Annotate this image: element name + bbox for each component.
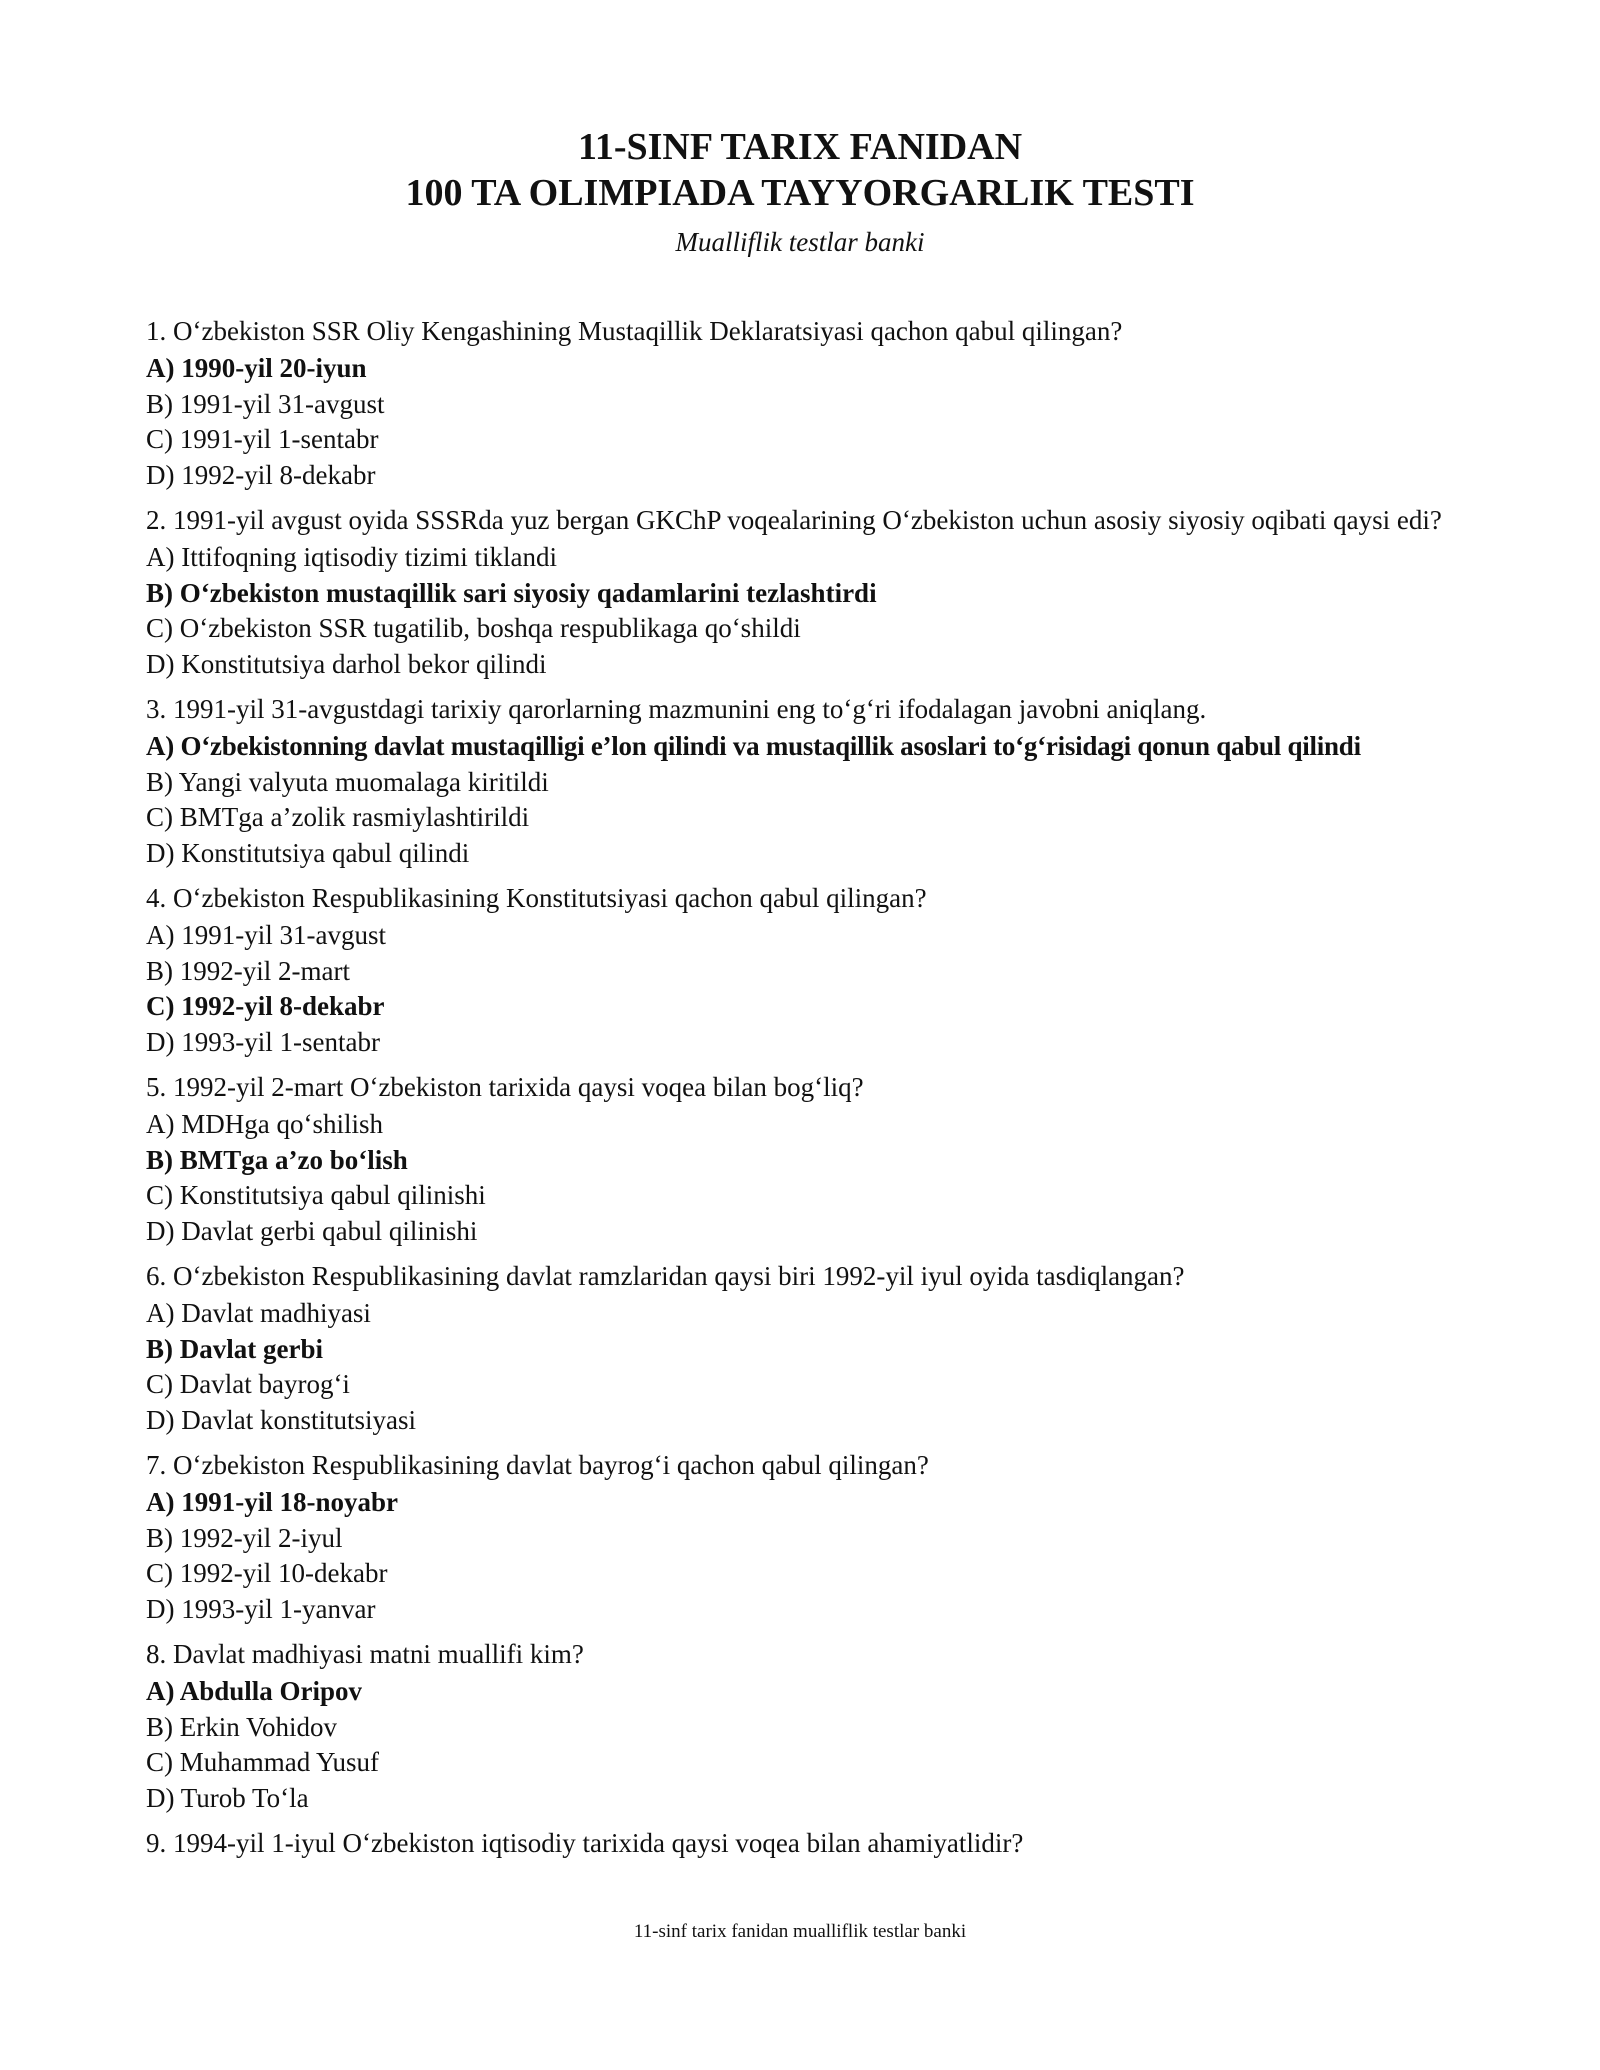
option-a: A) 1991-yil 31-avgust	[146, 920, 386, 950]
question-text: 1. O‘zbekiston SSR Oliy Kengashining Mustaqillik Deklaratsiyasi qachon qabul qilingan?	[146, 316, 1123, 346]
option-b-correct: B) BMTga a’zo bo‘lish	[146, 1144, 408, 1175]
question-9	[146, 1825, 1486, 1861]
option-b: B) Yangi valyuta muomalaga kiritildi	[146, 766, 549, 797]
option-a-correct: A) O‘zbekistonning davlat mustaqilligi e’lon qilindi va mustaqillik asoslari to‘g‘risidagi qonun qabul qilindi	[146, 731, 1361, 761]
option-d: D) Konstitutsiya darhol bekor qilindi	[146, 648, 547, 679]
option-c: C) O‘zbekiston SSR tugatilib, boshqa respublikaga qo‘shildi	[146, 613, 801, 643]
option-a: A) MDHga qo‘shilish	[146, 1109, 383, 1139]
question-text: 5. 1992-yil 2-mart O‘zbekiston tarixida qaysi voqea bilan bog‘liq?	[146, 1072, 864, 1102]
option-a-correct: A) Abdulla Oripov	[146, 1676, 363, 1706]
option-b: B) 1991-yil 31-avgust	[146, 388, 385, 419]
option-b-correct: B) Davlat gerbi	[146, 1333, 323, 1364]
question-5	[146, 1069, 1486, 1249]
option-c: C) 1992-yil 10-dekabr	[146, 1558, 388, 1588]
page-title-line1: 11-SINF TARIX FANIDAN	[577, 126, 1023, 168]
option-b-correct: B) O‘zbekiston mustaqillik sari siyosiy qadamlarini tezlashtirdi	[146, 577, 877, 608]
question-4	[146, 880, 1486, 1060]
option-c: C) Muhammad Yusuf	[146, 1747, 379, 1777]
question-text: 4. O‘zbekiston Respublikasining Konstitutsiyasi qachon qabul qilingan?	[146, 883, 927, 913]
option-d: D) 1992-yil 8-dekabr	[146, 459, 376, 490]
question-text: 3. 1991-yil 31-avgustdagi tarixiy qarorlarning mazmunini eng to‘g‘ri ifodalagan javobni aniqlang.	[146, 694, 1207, 724]
option-a-correct: A) 1990-yil 20-iyun	[146, 353, 367, 383]
question-2	[146, 502, 1486, 682]
question-6	[146, 1258, 1486, 1438]
page-subtitle: Mualliflik testlar banki	[675, 227, 925, 257]
option-c: C) Konstitutsiya qabul qilinishi	[146, 1180, 486, 1210]
option-a: A) Davlat madhiyasi	[146, 1298, 371, 1328]
option-d: D) Davlat konstitutsiyasi	[146, 1404, 416, 1435]
option-d: D) 1993-yil 1-yanvar	[146, 1593, 376, 1624]
question-8	[146, 1636, 1486, 1816]
question-3	[146, 691, 1486, 871]
option-b: B) 1992-yil 2-mart	[146, 955, 350, 986]
page-title-line2: 100 TA OLIMPIADA TAYYORGARLIK TESTI	[405, 172, 1195, 214]
option-a: A) Ittifoqning iqtisodiy tizimi tiklandi	[146, 542, 557, 572]
option-b: B) Erkin Vohidov	[146, 1711, 338, 1742]
option-d: D) Konstitutsiya qabul qilindi	[146, 837, 470, 868]
option-d: D) Turob To‘la	[146, 1782, 309, 1813]
page-footer: 11-sinf tarix fanidan mualliflik testlar banki	[633, 1921, 967, 1942]
option-d: D) 1993-yil 1-sentabr	[146, 1026, 380, 1057]
question-7	[146, 1447, 1486, 1627]
option-a-correct: A) 1991-yil 18-noyabr	[146, 1487, 398, 1517]
option-c: C) Davlat bayrog‘i	[146, 1369, 350, 1399]
option-c: C) 1991-yil 1-sentabr	[146, 424, 379, 454]
question-list	[146, 313, 1486, 1870]
option-c: C) BMTga a’zolik rasmiylashtirildi	[146, 802, 530, 832]
option-b: B) 1992-yil 2-iyul	[146, 1522, 343, 1553]
question-text: 6. O‘zbekiston Respublikasining davlat ramzlaridan qaysi biri 1992-yil iyul oyida tasdiqlangan?	[146, 1261, 1185, 1291]
question-text: 7. O‘zbekiston Respublikasining davlat bayrog‘i qachon qabul qilingan?	[146, 1450, 929, 1480]
question-text: 8. Davlat madhiyasi matni muallifi kim?	[146, 1639, 584, 1669]
question-text: 9. 1994-yil 1-iyul O‘zbekiston iqtisodiy tarixida qaysi voqea bilan ahamiyatlidir?	[146, 1828, 1024, 1858]
question-text: 2. 1991-yil avgust oyida SSSRda yuz bergan GKChP voqealarining O‘zbekiston uchun asosiy siyosiy oqibati qaysi edi?	[146, 505, 1442, 535]
question-1	[146, 313, 1486, 493]
option-c-correct: C) 1992-yil 8-dekabr	[146, 991, 385, 1021]
option-d: D) Davlat gerbi qabul qilinishi	[146, 1215, 478, 1246]
